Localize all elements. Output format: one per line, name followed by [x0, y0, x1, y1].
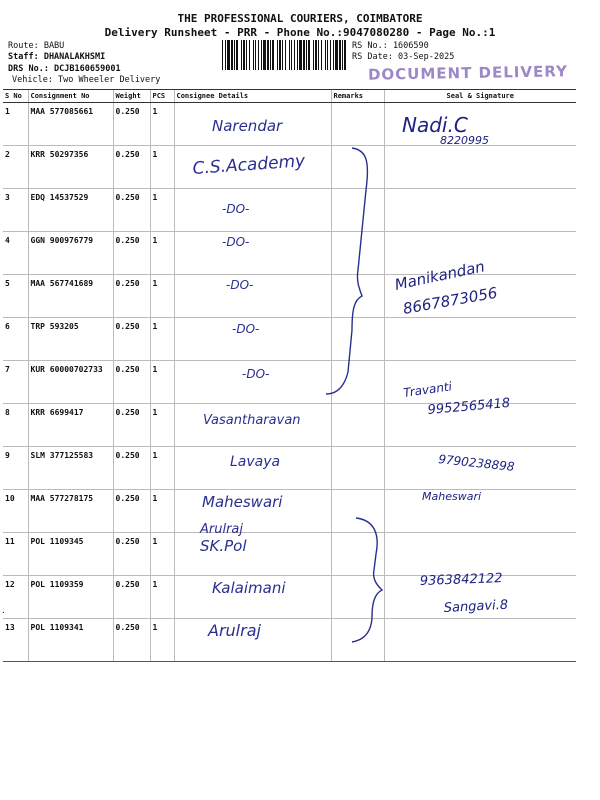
- row-remarks: [331, 275, 384, 318]
- row-consignee-details: [174, 275, 331, 318]
- barcode: [222, 40, 348, 70]
- row-seal-signature: [384, 490, 576, 533]
- barcode-bar: [246, 40, 247, 70]
- barcode-bar: [231, 40, 233, 70]
- barcode-bar: [258, 40, 259, 70]
- handwritten-consignee: Arulraj: [200, 522, 244, 537]
- row-consignment-number: SLM 377125583: [28, 447, 113, 490]
- row-consignee-details: [174, 103, 331, 146]
- row-pieces: 1: [150, 490, 174, 533]
- barcode-bar: [241, 40, 242, 70]
- row-pieces: 1: [150, 146, 174, 189]
- barcode-bar: [222, 40, 223, 70]
- row-consignment-number: MAA 577085661: [28, 103, 113, 146]
- row-consignment-number: MAA 567741689: [28, 275, 113, 318]
- row-remarks: [331, 490, 384, 533]
- table-row: [3, 576, 576, 619]
- table-row: [3, 146, 576, 189]
- handwritten-consignee: SK.Pol: [200, 537, 247, 555]
- handwritten-consignee: Lavaya: [230, 454, 281, 470]
- row-remarks: [331, 619, 384, 662]
- row-consignee-details: [174, 404, 331, 447]
- row-serial-number: 8: [3, 404, 28, 447]
- row-seal-signature: [384, 146, 576, 189]
- row-pieces: 1: [150, 361, 174, 404]
- row-consignee-details: [174, 619, 331, 662]
- barcode-bar: [272, 40, 274, 70]
- table-row: [3, 533, 576, 576]
- handwritten-consignee: Maheswari: [202, 493, 283, 511]
- row-consignee-details: [174, 318, 331, 361]
- barcode-bar: [243, 40, 245, 70]
- handwritten-signature: Sangavi.8: [443, 597, 509, 616]
- row-seal-signature: [384, 275, 576, 318]
- handwritten-signature: Nadi.C: [402, 113, 468, 137]
- row-remarks: [331, 189, 384, 232]
- runsheet-table: [3, 89, 576, 662]
- barcode-bar: [318, 40, 319, 70]
- row-serial-number: 11: [3, 533, 28, 576]
- row-remarks: [331, 361, 384, 404]
- row-serial-number: 2: [3, 146, 28, 189]
- barcode-bar: [313, 40, 314, 70]
- vehicle-label: Vehicle: Two Wheeler Delivery: [12, 75, 161, 85]
- rs-date-label: RS Date: 03-Sep-2025: [352, 52, 455, 62]
- row-serial-number: 10: [3, 490, 28, 533]
- staff-label: Staff: DHANALAKHSMI: [8, 52, 106, 62]
- barcode-bar: [277, 40, 278, 70]
- row-consignment-number: GGN 900976779: [28, 232, 113, 275]
- barcode-bar: [339, 40, 341, 70]
- drs-label: DRS No.: DCJB160659001: [8, 64, 121, 74]
- row-serial-number: 12: [3, 576, 28, 619]
- barcode-bar: [294, 40, 295, 70]
- rs-no-label: RS No.: 1606590: [352, 41, 429, 51]
- row-pieces: 1: [150, 619, 174, 662]
- row-consignee-details: [174, 361, 331, 404]
- row-consignee-details: [174, 533, 331, 576]
- row-seal-signature: [384, 447, 576, 490]
- row-weight: 0.250: [113, 232, 150, 275]
- handwritten-consignee: Arulraj: [208, 621, 261, 640]
- barcode-bar: [306, 40, 307, 70]
- document-delivery-stamp: DOCUMENT DELIVERY: [367, 62, 569, 84]
- handwritten-consignee: C.S.Academy: [191, 151, 306, 179]
- barcode-bar: [335, 40, 338, 70]
- column-header: PCS: [150, 90, 174, 103]
- handwritten-signature: Maheswari: [422, 490, 482, 503]
- row-serial-number: 7: [3, 361, 28, 404]
- table-row: [3, 232, 576, 275]
- row-seal-signature: [384, 103, 576, 146]
- row-pieces: 1: [150, 103, 174, 146]
- barcode-bar: [325, 40, 326, 70]
- handwritten-signature: 8667873056: [401, 283, 499, 318]
- barcode-bar: [289, 40, 290, 70]
- row-consignment-number: POL 1109359: [28, 576, 113, 619]
- row-remarks: [331, 318, 384, 361]
- handwritten-consignee: -DO-: [232, 322, 260, 336]
- table-header-row: [3, 90, 576, 103]
- barcode-bar: [297, 40, 298, 70]
- handwritten-signature: 8220995: [440, 134, 489, 147]
- row-weight: 0.250: [113, 318, 150, 361]
- handwritten-consignee: Vasantharavan: [203, 413, 301, 428]
- row-weight: 0.250: [113, 146, 150, 189]
- row-consignee-details: [174, 232, 331, 275]
- barcode-bar: [236, 40, 238, 70]
- barcode-bar: [263, 40, 266, 70]
- row-seal-signature: [384, 232, 576, 275]
- barcode-bar: [249, 40, 250, 70]
- barcode-bar: [330, 40, 331, 70]
- row-remarks: [331, 232, 384, 275]
- row-pieces: 1: [150, 189, 174, 232]
- row-weight: 0.250: [113, 189, 150, 232]
- barcode-bar: [225, 40, 226, 70]
- row-weight: 0.250: [113, 490, 150, 533]
- barcode-bar: [299, 40, 302, 70]
- row-consignment-number: EDQ 14537529: [28, 189, 113, 232]
- row-seal-signature: [384, 619, 576, 662]
- barcode-bar: [234, 40, 235, 70]
- handwritten-signature: 9952565418: [427, 395, 511, 418]
- handwritten-consignee: Narendar: [212, 117, 283, 135]
- barcode-bar: [253, 40, 254, 70]
- handwritten-signature: Travanti: [402, 379, 453, 400]
- table-row: [3, 103, 576, 146]
- row-consignment-number: MAA 577278175: [28, 490, 113, 533]
- row-remarks: [331, 146, 384, 189]
- handwritten-consignee: -DO-: [222, 235, 250, 249]
- handwritten-signature: 9790238898: [437, 452, 516, 474]
- column-header: Consignee Details: [174, 90, 331, 103]
- row-weight: 0.250: [113, 576, 150, 619]
- row-weight: 0.250: [113, 103, 150, 146]
- row-consignment-number: TRP 593205: [28, 318, 113, 361]
- company-title: THE PROFESSIONAL COURIERS, COIMBATORE: [177, 12, 423, 25]
- row-seal-signature: [384, 318, 576, 361]
- handwritten-consignee: -DO-: [226, 278, 254, 292]
- handwritten-signature: 9363842122: [419, 571, 503, 589]
- barcode-bar: [333, 40, 334, 70]
- row-consignment-number: POL 1109341: [28, 619, 113, 662]
- handwritten-signature: Manikandan: [393, 257, 487, 294]
- barcode-bar: [227, 40, 230, 70]
- column-header: S No: [3, 90, 28, 103]
- row-seal-signature: [384, 576, 576, 619]
- row-serial-number: 6: [3, 318, 28, 361]
- row-consignment-number: KRR 6699417: [28, 404, 113, 447]
- row-serial-number: 1: [3, 103, 28, 146]
- barcode-bar: [291, 40, 292, 70]
- column-header: Consignment No: [28, 90, 113, 103]
- barcode-bar: [342, 40, 343, 70]
- margin-mark: ·: [1, 608, 6, 617]
- barcode-bar: [267, 40, 269, 70]
- barcode-bar: [303, 40, 305, 70]
- row-pieces: 1: [150, 404, 174, 447]
- row-weight: 0.250: [113, 533, 150, 576]
- barcode-bar: [285, 40, 286, 70]
- table-row: [3, 275, 576, 318]
- row-weight: 0.250: [113, 447, 150, 490]
- handwritten-consignee: -DO-: [222, 202, 250, 216]
- row-remarks: [331, 576, 384, 619]
- row-weight: 0.250: [113, 275, 150, 318]
- row-seal-signature: [384, 189, 576, 232]
- row-serial-number: 5: [3, 275, 28, 318]
- barcode-bar: [315, 40, 317, 70]
- barcode-bar: [255, 40, 256, 70]
- row-pieces: 1: [150, 275, 174, 318]
- barcode-bar: [282, 40, 283, 70]
- row-consignee-details: [174, 146, 331, 189]
- row-serial-number: 9: [3, 447, 28, 490]
- row-seal-signature: [384, 533, 576, 576]
- table-row: [3, 318, 576, 361]
- row-consignee-details: [174, 447, 331, 490]
- row-pieces: 1: [150, 232, 174, 275]
- row-consignment-number: POL 1109345: [28, 533, 113, 576]
- barcode-bar: [308, 40, 310, 70]
- row-consignment-number: KRR 50297356: [28, 146, 113, 189]
- row-remarks: [331, 103, 384, 146]
- column-header: Remarks: [331, 90, 384, 103]
- table-row: [3, 490, 576, 533]
- row-serial-number: 3: [3, 189, 28, 232]
- barcode-bar: [344, 40, 346, 70]
- row-consignment-number: KUR 60000702733: [28, 361, 113, 404]
- table-row: [3, 404, 576, 447]
- handwritten-consignee: Kalaimani: [212, 579, 286, 597]
- route-label: Route: BABU: [8, 41, 65, 51]
- table-row: [3, 189, 576, 232]
- row-seal-signature: [384, 361, 576, 404]
- runsheet-title: Delivery Runsheet - PRR - Phone No.:9047080280 - Page No.:1: [104, 26, 496, 39]
- row-consignee-details: [174, 576, 331, 619]
- row-remarks: [331, 404, 384, 447]
- column-header: Seal & Signature: [384, 90, 576, 103]
- row-consignee-details: [174, 490, 331, 533]
- barcode-bar: [270, 40, 271, 70]
- row-consignee-details: [174, 189, 331, 232]
- row-pieces: 1: [150, 447, 174, 490]
- table-row: [3, 447, 576, 490]
- barcode-bar: [327, 40, 328, 70]
- row-serial-number: 4: [3, 232, 28, 275]
- handwritten-consignee: -DO-: [242, 367, 270, 381]
- row-pieces: 1: [150, 533, 174, 576]
- table-row: [3, 619, 576, 662]
- row-remarks: [331, 533, 384, 576]
- barcode-bar: [321, 40, 322, 70]
- row-weight: 0.250: [113, 404, 150, 447]
- row-pieces: 1: [150, 318, 174, 361]
- row-weight: 0.250: [113, 361, 150, 404]
- row-seal-signature: [384, 404, 576, 447]
- column-header: Weight: [113, 90, 150, 103]
- barcode-bar: [279, 40, 281, 70]
- barcode-bar: [261, 40, 262, 70]
- row-serial-number: 13: [3, 619, 28, 662]
- row-weight: 0.250: [113, 619, 150, 662]
- row-remarks: [331, 447, 384, 490]
- row-pieces: 1: [150, 576, 174, 619]
- table-row: [3, 361, 576, 404]
